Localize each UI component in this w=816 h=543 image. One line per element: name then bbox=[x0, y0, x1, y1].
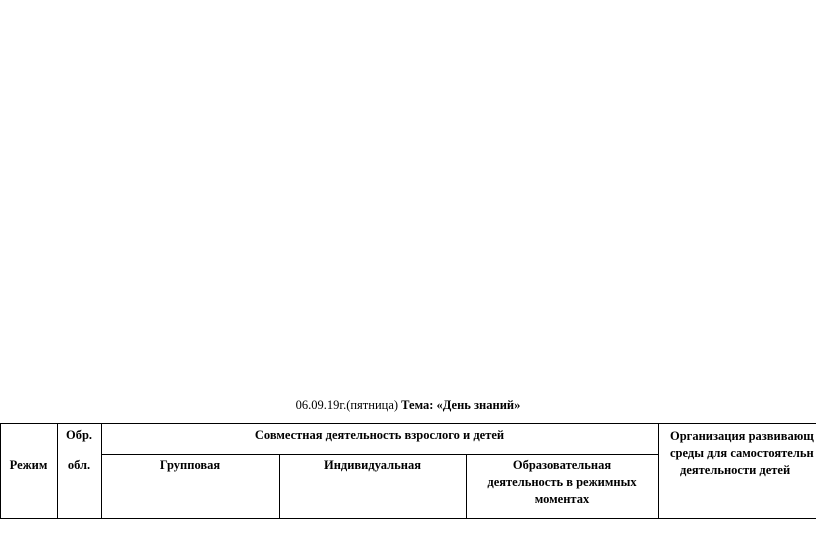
header-environment-line2: среды для самостоятельн bbox=[670, 446, 814, 460]
header-edu-area-line1: Обр. bbox=[65, 428, 93, 442]
table-divider-environment bbox=[658, 423, 659, 519]
heading-theme: Тема: «День знаний» bbox=[401, 398, 521, 412]
header-group: Групповая bbox=[159, 458, 221, 472]
header-environment-line3: деятельности детей bbox=[680, 463, 791, 477]
header-edu-area-line2: обл. bbox=[67, 458, 91, 472]
table-border-bottom bbox=[0, 518, 816, 519]
document-heading bbox=[0, 398, 816, 413]
table-divider-subheader bbox=[101, 454, 658, 455]
heading-date: 06.09.19г.(пятница) bbox=[295, 398, 399, 412]
header-educational-line2: деятельность в режимных bbox=[487, 475, 637, 489]
schedule-table bbox=[0, 423, 816, 519]
header-joint-activity: Совместная деятельность взрослого и детей bbox=[254, 428, 505, 442]
header-individual: Индивидуальная bbox=[323, 458, 421, 472]
header-environment-line1: Организация развивающ bbox=[670, 429, 814, 443]
header-mode: Режим bbox=[9, 458, 48, 472]
table-border-top bbox=[0, 423, 816, 424]
header-educational-line1: Образовательная bbox=[512, 458, 612, 472]
header-educational-line3: моментах bbox=[534, 492, 590, 506]
